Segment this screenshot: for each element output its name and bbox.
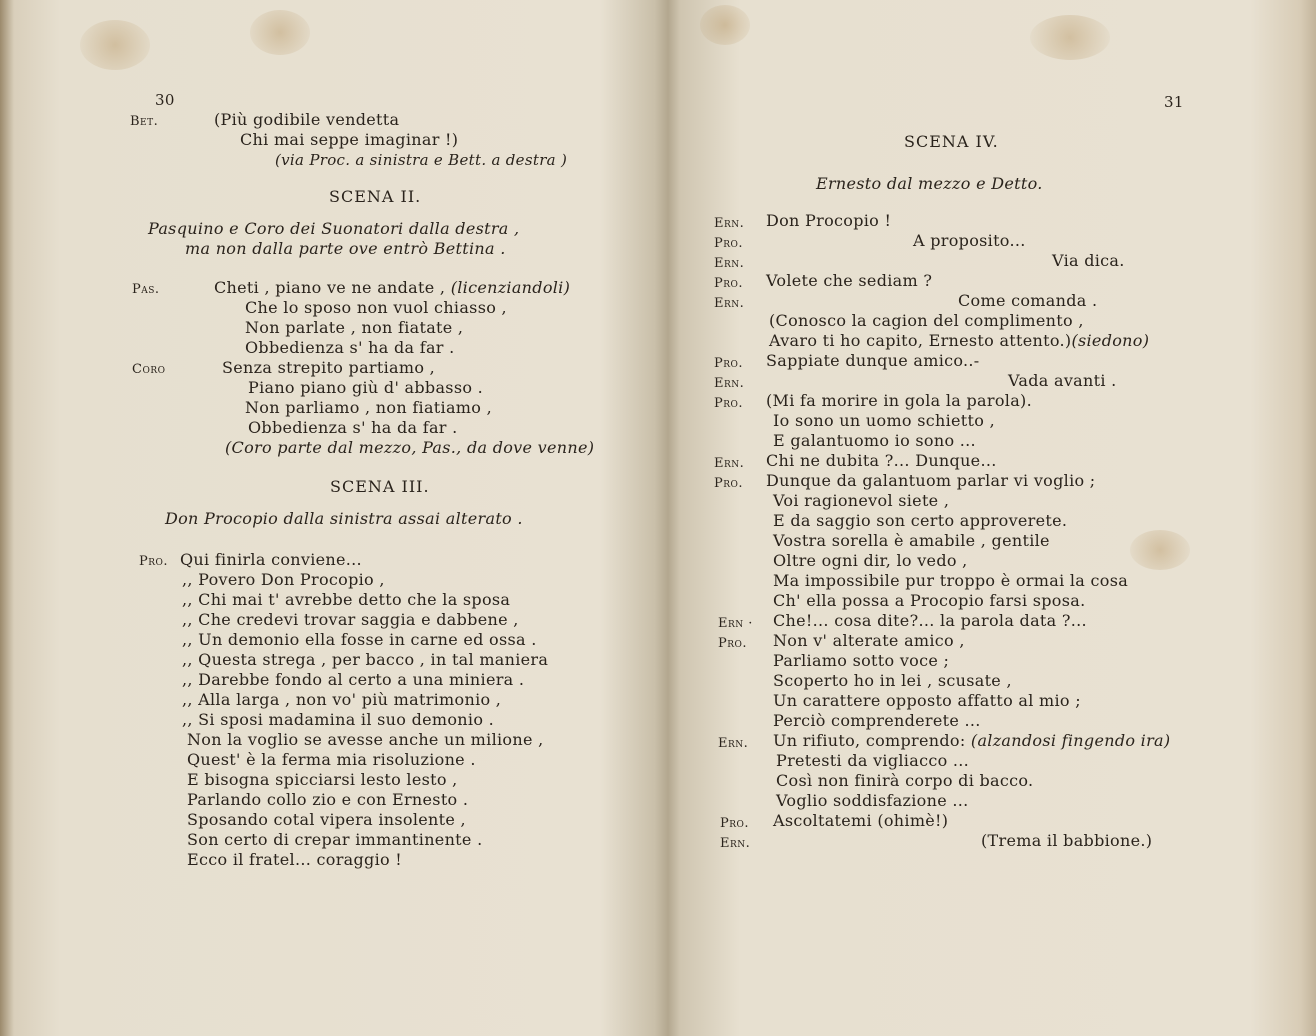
verse-line: Non la voglio se avesse anche un milione , — [187, 730, 544, 749]
scene-title: SCENA IV. — [904, 132, 999, 151]
verse-line: Volete che sediam ? — [766, 271, 933, 290]
verse-line: Come comanda . — [958, 291, 1098, 310]
speaker-label: Ern. — [714, 296, 745, 311]
verse-line: Pretesti da vigliacco ... — [776, 751, 970, 770]
verse-line: ,, Un demonio ella fosse in carne ed ossa . — [182, 630, 537, 649]
verse-line: Chi mai seppe imaginar !) — [240, 130, 459, 149]
verse-text: Avaro ti ho capito, Ernesto attento.) — [769, 331, 1072, 350]
verse-line: Chi ne dubita ?... Dunque... — [766, 451, 997, 470]
verse-line: Un carattere opposto affatto al mio ; — [773, 691, 1081, 710]
scene-title: SCENA III. — [330, 477, 430, 496]
verse-line: Vostra sorella è amabile , gentile — [773, 531, 1050, 550]
speaker-label: Pro. — [139, 554, 169, 569]
verse-line: Via dica. — [1052, 251, 1125, 270]
verse-line: ,, Chi mai t' avrebbe detto che la sposa — [182, 590, 511, 609]
verse-line: Sposando cotal vipera insolente , — [187, 810, 466, 829]
verse-line: Qui finirla conviene... — [180, 550, 362, 569]
verse-line: Parliamo sotto voce ; — [773, 651, 950, 670]
verse-line: Don Procopio ! — [766, 211, 892, 230]
verse-line: ,, Questa strega , per bacco , in tal maniera — [182, 650, 549, 669]
verse-line: Scoperto ho in lei , scusate , — [773, 671, 1012, 690]
verse-line: Sappiate dunque amico..- — [766, 351, 980, 370]
speaker-label: Bet. — [130, 114, 159, 129]
verse-line — [773, 731, 1170, 751]
speaker-label: Pro. — [718, 636, 748, 651]
speaker-label: Ern. — [720, 836, 751, 851]
verse-line: A proposito... — [913, 231, 1026, 250]
verse-line: Piano piano giù d' abbasso . — [248, 378, 484, 397]
verse-line: Io sono un uomo schietto , — [773, 411, 995, 430]
verse-line: Son certo di crepar immantinente . — [187, 830, 483, 849]
speaker-label: Pro. — [714, 396, 744, 411]
stage-direction: (Coro parte dal mezzo, Pas., da dove venne) — [225, 438, 595, 457]
verse-line: (Mi fa morire in gola la parola). — [766, 391, 1032, 410]
right-page — [668, 0, 1316, 1036]
verse-line: ,, Povero Don Procopio , — [182, 570, 385, 589]
scene-description: Ernesto dal mezzo e Detto. — [816, 174, 1043, 193]
speaker-label: Ern. — [714, 216, 745, 231]
verse-line: E bisogna spicciarsi lesto lesto , — [187, 770, 458, 789]
verse-line: Voi ragionevol siete , — [773, 491, 950, 510]
verse-line: Parlando collo zio e con Ernesto . — [187, 790, 469, 809]
verse-line: Così non finirà corpo di bacco. — [776, 771, 1034, 790]
verse-line: Che lo sposo non vuol chiasso , — [245, 298, 507, 317]
scene-description: ma non dalla parte ove entrò Bettina . — [185, 239, 506, 258]
verse-line: ,, Che credevi trovar saggia e dabbene , — [182, 610, 519, 629]
verse-line: Che!... cosa dite?... la parola data ?... — [773, 611, 1087, 630]
scene-description: Pasquino e Coro dei Suonatori dalla destra , — [148, 219, 520, 238]
scene-title: SCENA II. — [329, 187, 422, 206]
speaker-label: Pro. — [714, 356, 744, 371]
verse-line: ,, Alla larga , non vo' più matrimonio , — [182, 690, 502, 709]
verse-line: ,, Si sposi madamina il suo demonio . — [182, 710, 495, 729]
verse-line — [769, 331, 1149, 351]
speaker-label: Ern. — [714, 256, 745, 271]
verse-line: Ascoltatemi (ohimè!) — [773, 811, 949, 830]
verse-line: Ma impossibile pur troppo è ormai la cosa — [773, 571, 1129, 590]
scene-description: Don Procopio dalla sinistra assai alterato . — [165, 509, 523, 528]
speaker-label: Pro. — [714, 276, 744, 291]
stage-direction: (alzandosi fingendo ira) — [970, 731, 1171, 750]
verse-line: Ch' ella possa a Procopio farsi sposa. — [773, 591, 1086, 610]
verse-line: Oltre ogni dir, lo vedo , — [773, 551, 968, 570]
page-number: 31 — [1164, 93, 1184, 111]
verse-line: Obbedienza s' ha da far . — [245, 338, 455, 357]
verse-text: Cheti , piano ve ne andate , — [214, 278, 451, 297]
verse-line: ,, Darebbe fondo al certo a una miniera . — [182, 670, 525, 689]
speaker-label: Pas. — [132, 282, 160, 297]
verse-line: Dunque da galantuom parlar vi voglio ; — [766, 471, 1096, 490]
stage-direction: (licenziandoli) — [450, 278, 571, 297]
verse-line: Senza strepito partiamo , — [222, 358, 436, 377]
verse-line: E da saggio son certo approverete. — [773, 511, 1068, 530]
page-number: 30 — [155, 91, 175, 109]
verse-line: Non parliamo , non fiatiamo , — [245, 398, 492, 417]
verse-text: Un rifiuto, comprendo: — [773, 731, 971, 750]
stage-direction: (siedono) — [1071, 331, 1150, 350]
verse-line: Voglio soddisfazione ... — [776, 791, 969, 810]
stage-direction: (via Proc. a sinistra e Bett. a destra ) — [275, 151, 568, 169]
verse-line: E galantuomo io sono ... — [773, 431, 976, 450]
verse-line — [214, 278, 570, 298]
speaker-label: Ern · — [718, 616, 753, 631]
verse-line: Obbedienza s' ha da far . — [248, 418, 458, 437]
speaker-label: Pro. — [714, 236, 744, 251]
verse-line: Non parlate , non fiatate , — [245, 318, 464, 337]
verse-line: Perciò comprenderete ... — [773, 711, 981, 730]
verse-line: Ecco il fratel... coraggio ! — [187, 850, 403, 869]
speaker-label: Pro. — [720, 816, 750, 831]
verse-line: (Conosco la cagion del complimento , — [769, 311, 1084, 330]
verse-line: Quest' è la ferma mia risoluzione . — [187, 750, 476, 769]
verse-line: (Trema il babbione.) — [981, 831, 1153, 850]
verse-line: Non v' alterate amico , — [773, 631, 965, 650]
speaker-label: Ern. — [714, 376, 745, 391]
speaker-label: Coro — [132, 362, 166, 377]
speaker-label: Ern. — [718, 736, 749, 751]
verse-line: Vada avanti . — [1008, 371, 1117, 390]
verse-line: (Più godibile vendetta — [214, 110, 400, 129]
speaker-label: Pro. — [714, 476, 744, 491]
speaker-label: Ern. — [714, 456, 745, 471]
